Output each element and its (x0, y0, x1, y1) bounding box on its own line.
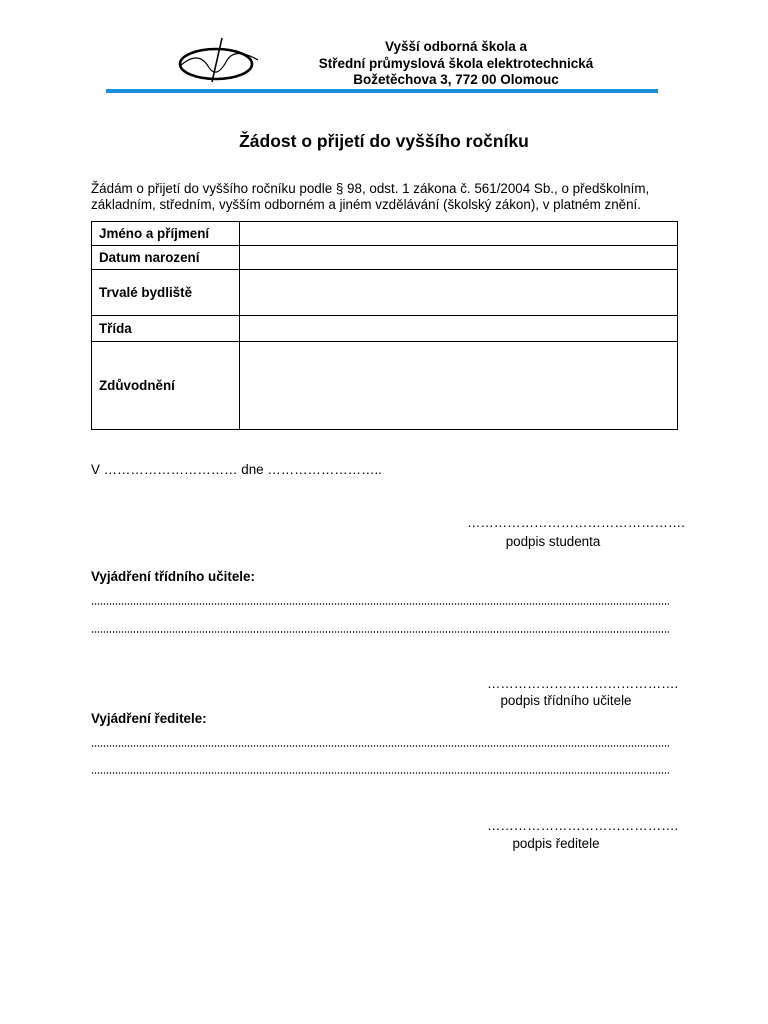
director-signature-line: ……………………………………. (487, 818, 679, 833)
director-signature-label: podpis ředitele (512, 836, 600, 851)
teacher-signature-line: ……………………………………. (487, 676, 679, 691)
teacher-statement-line1 (91, 603, 669, 605)
application-form-table (91, 221, 678, 430)
director-statement-line1 (91, 745, 669, 747)
teacher-statement-line2 (91, 631, 669, 633)
place-date-line: V ………………………… dne …………………….. (91, 462, 382, 477)
school-name-line2: Střední průmyslová škola elektrotechnická (318, 56, 594, 71)
table-row (92, 316, 678, 342)
birthdate-field[interactable] (240, 246, 678, 270)
student-signature-label: podpis studenta (505, 534, 601, 549)
intro-line1: Žádám o přijetí do vyššího ročníku podle § 98, odst. 1 zákona č. 561/2004 Sb., o předškolním, (91, 181, 650, 196)
teacher-signature-label: podpis třídního učitele (500, 693, 632, 708)
reason-field[interactable] (240, 342, 678, 430)
teacher-statement-heading: Vyjádření třídního učitele: (91, 569, 255, 584)
table-row (92, 246, 678, 270)
school-logo (176, 36, 260, 88)
address-label: Trvalé bydliště (92, 270, 240, 316)
director-statement-heading: Vyjádření ředitele: (91, 711, 207, 726)
header-rule (106, 89, 658, 93)
name-label: Jméno a příjmení (92, 222, 240, 246)
table-row (92, 222, 678, 246)
table-row (92, 270, 678, 316)
birthdate-label: Datum narození (92, 246, 240, 270)
address-field[interactable] (240, 270, 678, 316)
school-name-line1: Vyšší odborná škola a (384, 39, 528, 54)
director-statement-line2 (91, 772, 669, 774)
class-field[interactable] (240, 316, 678, 342)
page-title: Žádost o přijetí do vyššího ročníku (239, 131, 529, 151)
class-label: Třída (92, 316, 240, 342)
reason-label: Zdůvodnění (92, 342, 240, 430)
school-address: Božetěchova 3, 772 00 Olomouc (353, 72, 559, 87)
student-signature-line: …………………………………………. (467, 515, 685, 530)
name-field[interactable] (240, 222, 678, 246)
table-row (92, 342, 678, 430)
intro-line2: základním, středním, vyšším odborném a jiném vzdělávání (školský zákon), v platném znění. (91, 197, 641, 212)
